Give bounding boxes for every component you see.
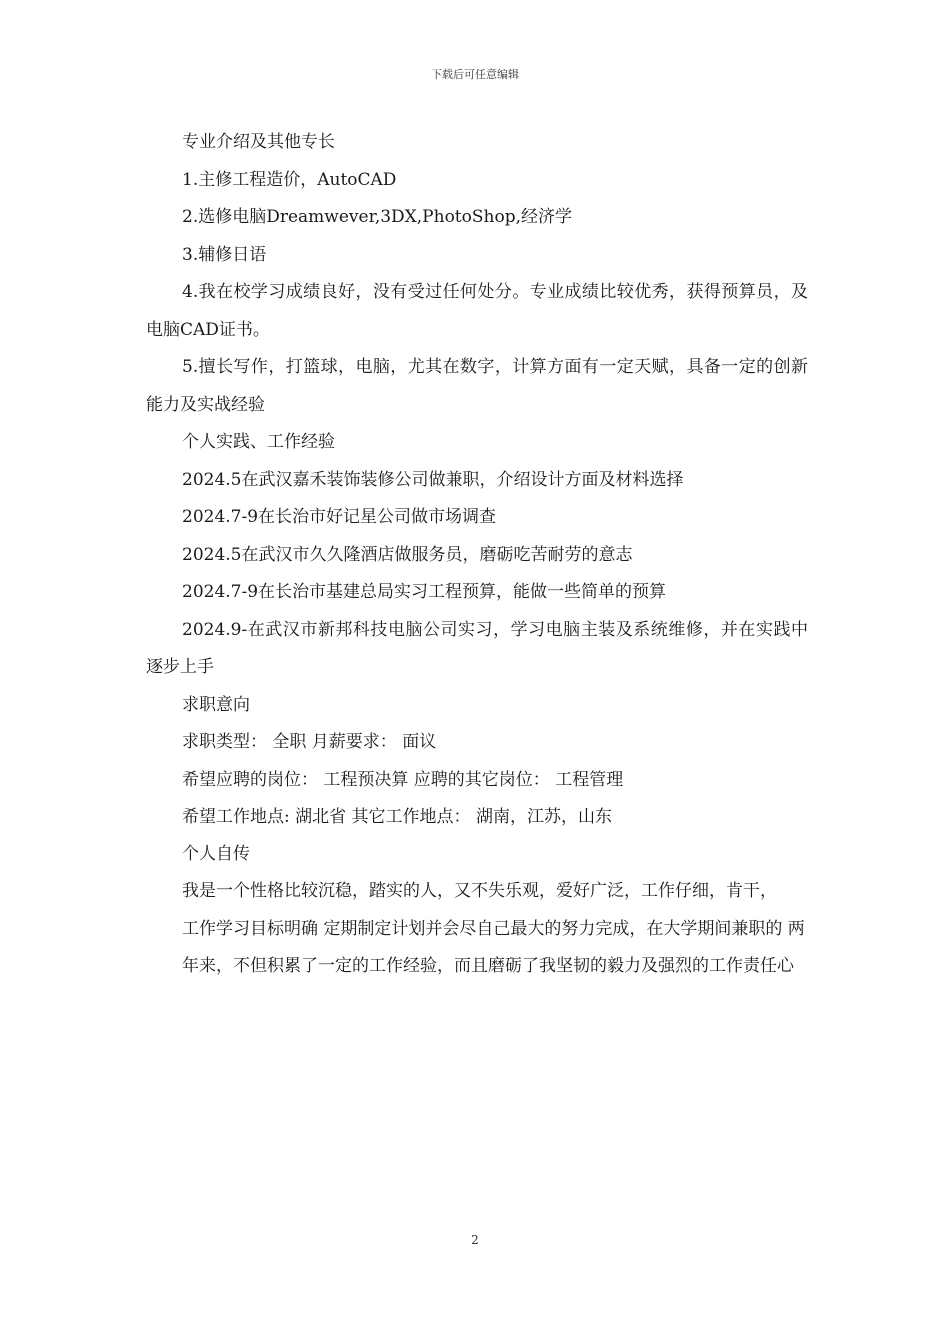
specialty-item-2: 2.选修电脑Dreamwever,3DX,PhotoShop,经济学 xyxy=(182,207,572,227)
section-heading-autobiography: 个人自传 xyxy=(182,844,250,864)
experience-item-1: 2024.5在武汉嘉禾装饰装修公司做兼职，介绍设计方面及材料选择 xyxy=(182,469,684,490)
specialty-item-1: 1.主修工程造价，AutoCAD xyxy=(182,169,397,190)
section-heading-specialty: 专业介绍及其他专长 xyxy=(182,132,335,152)
page-number: 2 xyxy=(471,1233,479,1247)
autobiography-paragraph-2: 工作学习目标明确 定期制定计划并会尽自己最大的努力完成，在大学期间兼职的 两 xyxy=(182,918,805,939)
experience-item-2: 2024.7-9在长治市好记星公司做市场调查 xyxy=(182,507,497,527)
experience-item-5: 2024.9-在武汉市新邦科技电脑公司实习，学习电脑主装及系统维修，并在实践中逐步上手 xyxy=(146,619,808,677)
job-location-line: 希望工作地点: 湖北省 其它工作地点： 湖南，江苏，山东 xyxy=(182,807,612,827)
specialty-item-3: 3.辅修日语 xyxy=(182,244,267,265)
page-header: 下载后可任意编辑 xyxy=(431,68,519,81)
autobiography-paragraph-1: 我是一个性格比较沉稳，踏实的人，又不失乐观，爱好广泛，工作仔细，肯干， xyxy=(182,881,777,901)
experience-item-4: 2024.7-9在长治市基建总局实习工程预算，能做一些简单的预算 xyxy=(182,582,667,602)
document-body xyxy=(146,124,808,986)
specialty-item-4: 4.我在校学习成绩良好，没有受过任何处分。专业成绩比较优秀，获得预算员，及电脑CAD证书。 xyxy=(146,282,808,340)
specialty-item-5: 5.擅长写作，打篮球，电脑，尤其在数字，计算方面有一定天赋，具备一定的创新能力及实战经验 xyxy=(146,357,808,415)
job-position-line: 希望应聘的岗位： 工程预决算 应聘的其它岗位： 工程管理 xyxy=(182,769,624,790)
section-heading-experience: 个人实践、工作经验 xyxy=(182,432,335,452)
job-type-line: 求职类型： 全职 月薪要求： 面议 xyxy=(182,732,437,752)
autobiography-paragraph-3: 年来，不但积累了一定的工作经验，而且磨砺了我坚韧的毅力及强烈的工作责任心 xyxy=(182,956,794,976)
experience-item-3: 2024.5在武汉市久久隆酒店做服务员，磨砺吃苦耐劳的意志 xyxy=(182,544,633,565)
section-heading-job-intention: 求职意向 xyxy=(182,694,250,715)
